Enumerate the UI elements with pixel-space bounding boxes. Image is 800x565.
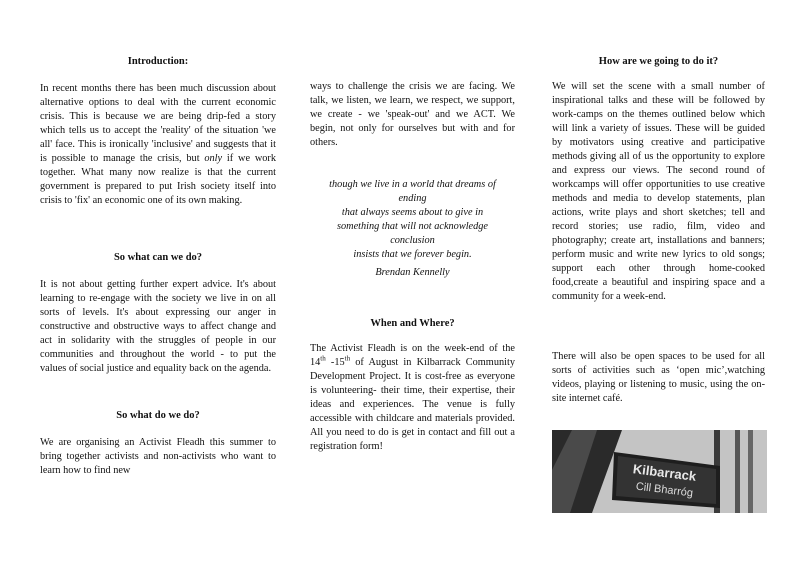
heading-what-can-we-do: So what can we do? [113,252,203,263]
sign-text-irish: Cill Bharróg [635,480,694,500]
introduction-text: In recent months there has been much discussion about alternative options to deal with the current economic crisis. This is because we are being drip-fed a story which tells us to accept the 'reality' of the situation 'we all' face. This is ironically 'inclusive' and suggests that it is possible to manage the crisis, but only if we work together. What many now realize is that the current government is prepared to put Irish society itself into crisis to 'fix' an economic one of its own making. [40,83,276,206]
poem [310,178,515,262]
kilbarrack-sign-image [552,430,767,513]
when-and-where-text: The Activist Fleadh is on the week-end of the 14th -15th of August in Kilbarrack Community Development Project. It is cost-free as everyone is volunteering- their time, their expertise, their ideas and experiences. The venue is fully accessible with childcare and materials provided. All you need to do is get in contact and fill out a registration form! [310,343,515,452]
heading-what-do-we-do: So what do we do? [116,410,200,421]
what-can-we-do-text: It is not about getting further expert advice. It's about learning to re-engage with the society we live in on all sorts of levels. It's about expressing our anger in constructive and obstructive ways to affect change and act in solidarity with the struggles of people in our communities and throughout the world - to put the values of social justice and equality back on the agenda. [40,279,276,374]
column-left [40,0,276,565]
heading-when-and-where: When and Where? [370,318,455,329]
poem-line: insists that we forever begin. [353,249,472,260]
continued-text: ways to challenge the crisis we are facing. We talk, we listen, we learn, we respect, we support, we create - we 'speak-out' and we ACT. We begin, not only for ourselves but with and for others. [310,81,515,148]
heading-introduction: Introduction: [127,56,189,67]
poem-line: though we live in a world that dreams of [329,179,496,190]
poem-line: conclusion [390,235,435,246]
how-text: We will set the scene with a small number of inspirational talks and these will be followed by work-camps on the themes outlined below which will link a variety of issues. These will be guided by motivators using creative and participative methods giving all of us the opportunity to explore and express our views. The second round of workcamps will offer opportunities to use creative methods and media to develop statements, plan actions, write plays and short sketches; tell and record stories; use radio, film, video and photography; create art, installations and banners; perform music and write new lyrics to old songs; support each other through home-cooked food,create a beautiful and inspiring space and a community for a week-end. [552,81,765,302]
kilbarrack-sign-photo [552,430,767,513]
sign-text-english: Kilbarrack [632,461,698,484]
poem-line: that always seems about to give in [341,207,484,218]
heading-how: How are we going to do it? [598,56,719,67]
poem-line: something that will not acknowledge [336,221,488,232]
what-do-we-do-text: We are organising an Activist Fleadh this summer to bring together activists and non-activists who want to learn how to find new [40,437,276,476]
poem-line: ending [398,193,427,204]
column-middle [310,0,515,565]
poem-author: Brendan Kennelly [375,267,450,278]
open-spaces-text: There will also be open spaces to be used for all sorts of activities such as ‘open mic’,watching videos, playing or listening to music, using the on-site internet café. [552,351,765,404]
